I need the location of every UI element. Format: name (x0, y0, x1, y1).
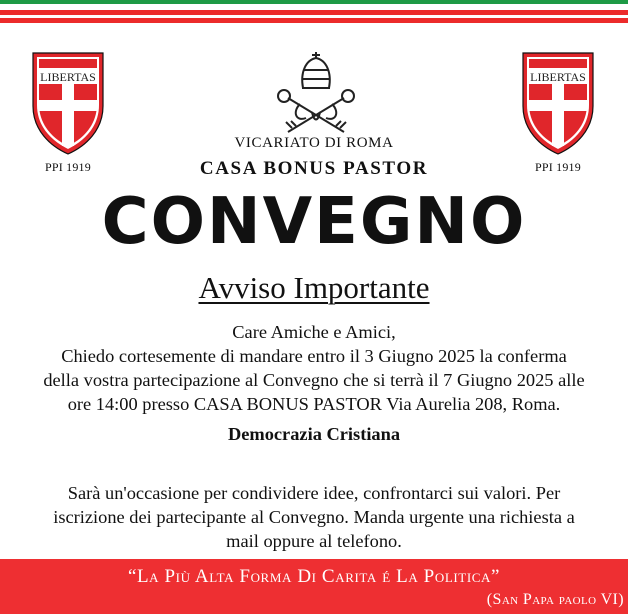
papal-tiara-keys-icon (270, 48, 362, 140)
left-emblem (30, 50, 106, 175)
body-line: Sarà un'occasione per condividere idee, confrontarci sui valori. Per (67, 483, 561, 503)
vicariato-heading: VICARIATO DI ROMA (234, 135, 394, 151)
venue-heading: CASA BONUS PASTOR (199, 158, 429, 179)
flag-stripe-red-lower (0, 18, 628, 23)
ppi-caption: PPI 1919 (45, 160, 91, 174)
body-line: ore 14:00 presso CASA BONUS PASTOR Via Aurelia 208, Roma. (67, 394, 561, 414)
body-line: mail oppure al telefono. (226, 531, 402, 551)
ppi-caption: PPI 1919 (535, 160, 581, 174)
footer-quote: “La Più Alta Forma Di Carita é La Politica” (127, 566, 501, 587)
svg-text:LIBERTAS: LIBERTAS (40, 70, 96, 84)
signature-line: Democrazia Cristiana (227, 424, 401, 444)
footer-banner (0, 559, 628, 614)
svg-text:LIBERTAS: LIBERTAS (530, 70, 586, 84)
body-line: Chiedo cortesemente di mandare entro il 3 Giugno 2025 la conferma (61, 346, 567, 366)
page-title: CONVEGNO (101, 185, 527, 259)
body-line: iscrizione dei partecipante al Convegno. Manda urgente una richiesta a (53, 507, 575, 527)
body-line: della vostra partecipazione al Convegno che si terrà il 7 Giugno 2025 alle (43, 370, 585, 390)
footer-attribution: (San Papa paolo VI) (486, 591, 624, 608)
notice-subtitle: Avviso Importante (198, 270, 430, 305)
right-emblem (520, 50, 596, 175)
body-line: Care Amiche e Amici, (232, 322, 396, 342)
